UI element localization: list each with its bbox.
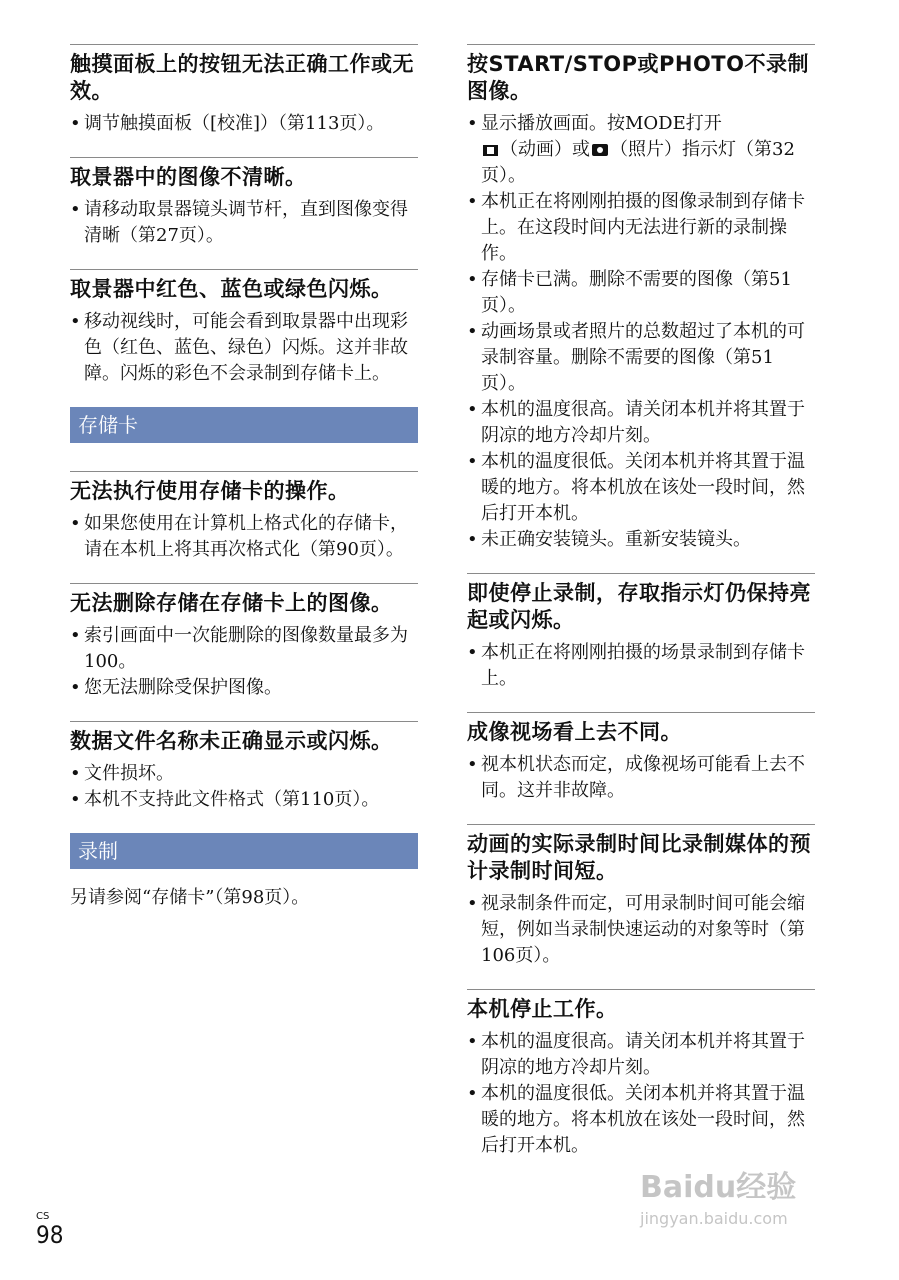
bullet-item: • 本机正在将刚刚拍摄的场景录制到存储卡上。 — [467, 640, 815, 692]
category-heading-record: 录制 — [70, 833, 418, 869]
left-section-2 — [70, 157, 418, 249]
bullet-list — [467, 1029, 815, 1159]
record-note: 另请参阅“存储卡”（第98页）。 — [70, 887, 310, 908]
bullet-list — [70, 761, 418, 813]
section-title: 无法删除存储在存储卡上的图像。 — [70, 591, 393, 615]
bullet-list — [70, 623, 418, 701]
left-section-4 — [70, 471, 418, 563]
bullet-list — [467, 891, 815, 969]
bullet-text: 显示播放画面。按MODE打开 — [481, 113, 722, 134]
bullet-item: • 未正确安装镜头。重新安装镜头。 — [467, 527, 815, 553]
section-title: 取景器中的图像不清晰。 — [70, 165, 307, 189]
bullet-item: • 文件损坏。 — [70, 761, 418, 787]
bullet-list — [70, 511, 418, 563]
section-title: 成像视场看上去不同。 — [467, 720, 682, 744]
bullet-item: • 动画场景或者照片的总数超过了本机的可录制容量。删除不需要的图像（第51页）。 — [467, 319, 815, 397]
bullet-list — [70, 197, 418, 249]
bullet-list — [467, 752, 815, 804]
right-section-3 — [467, 712, 815, 804]
bullet-text: （照片）指示灯（第32页）。 — [481, 139, 795, 186]
section-title: 即使停止录制，存取指示灯仍保持亮起或闪烁。 — [467, 581, 811, 632]
bullet-item: • 调节触摸面板（[校准]）（第113页）。 — [70, 111, 418, 137]
section-title: 按START/STOP或PHOTO不录制图像。 — [467, 52, 809, 103]
bullet-item: • 您无法删除受保护图像。 — [70, 675, 418, 701]
bullet-item: • 本机不支持此文件格式（第110页）。 — [70, 787, 418, 813]
left-section-3 — [70, 269, 418, 387]
left-column — [70, 44, 418, 911]
bullet-item: • 存储卡已满。删除不需要的图像（第51页）。 — [467, 267, 815, 319]
bullet-list — [70, 309, 418, 387]
bullet-item: • 移动视线时，可能会看到取景器中出现彩色（红色、蓝色、绿色）闪烁。这并非故障。闪烁的彩色不会录制到存储卡上。 — [70, 309, 418, 387]
bullet-item: • 视本机状态而定，成像视场可能看上去不同。这并非故障。 — [467, 752, 815, 804]
left-section-6 — [70, 721, 418, 813]
bullet-item: • 如果您使用在计算机上格式化的存储卡，请在本机上将其再次格式化（第90页）。 — [70, 511, 418, 563]
bullet-item: • 本机正在将刚刚拍摄的图像录制到存储卡上。在这段时间内无法进行新的录制操作。 — [467, 189, 815, 267]
left-section-1 — [70, 44, 418, 137]
section-title: 数据文件名称未正确显示或闪烁。 — [70, 729, 393, 753]
bullet-item: • 索引画面中一次能删除的图像数量最多为100。 — [70, 623, 418, 675]
right-column — [467, 44, 815, 1179]
bullet-item: • 本机的温度很低。关闭本机并将其置于温暖的地方。将本机放在该处一段时间，然后打开本机。 — [467, 1081, 815, 1159]
camera-icon — [592, 144, 608, 156]
page-number: 98 — [36, 1221, 64, 1249]
section-title: 取景器中红色、蓝色或绿色闪烁。 — [70, 277, 393, 301]
section-title: 触摸面板上的按钮无法正确工作或无效。 — [70, 52, 414, 103]
right-section-4 — [467, 824, 815, 969]
baidu-watermark — [640, 1168, 870, 1248]
right-section-1 — [467, 44, 815, 553]
right-section-5 — [467, 989, 815, 1159]
bullet-item: • 请移动取景器镜头调节杆，直到图像变得清晰（第27页）。 — [70, 197, 418, 249]
bullet-list — [467, 640, 815, 692]
right-section-2 — [467, 573, 815, 692]
page-marker — [36, 1212, 63, 1248]
section-title: 本机停止工作。 — [467, 997, 618, 1021]
left-section-5 — [70, 583, 418, 701]
bullet-item: • 本机的温度很低。关闭本机并将其置于温暖的地方。将本机放在该处一段时间，然后打开本机。 — [467, 449, 815, 527]
bullet-list — [467, 111, 815, 553]
bullet-item: • 本机的温度很高。请关闭本机并将其置于阴凉的地方冷却片刻。 — [467, 397, 815, 449]
movie-icon — [483, 145, 498, 156]
bullet-item: • 本机的温度很高。请关闭本机并将其置于阴凉的地方冷却片刻。 — [467, 1029, 815, 1081]
watermark-logo: Baidu经验 — [640, 1170, 797, 1205]
bullet-item: • 视录制条件而定，可用录制时间可能会缩短，例如当录制快速运动的对象等时（第106页）。 — [467, 891, 815, 969]
bullet-list — [70, 111, 418, 137]
bullet-item — [467, 111, 815, 189]
language-code: CS — [36, 1211, 50, 1222]
category-heading-storage: 存储卡 — [70, 407, 418, 443]
watermark-url: jingyan.baidu.com — [640, 1209, 788, 1228]
bullet-text: （动画）或 — [500, 139, 590, 160]
section-title: 无法执行使用存储卡的操作。 — [70, 479, 350, 503]
section-title: 动画的实际录制时间比录制媒体的预计录制时间短。 — [467, 832, 811, 883]
